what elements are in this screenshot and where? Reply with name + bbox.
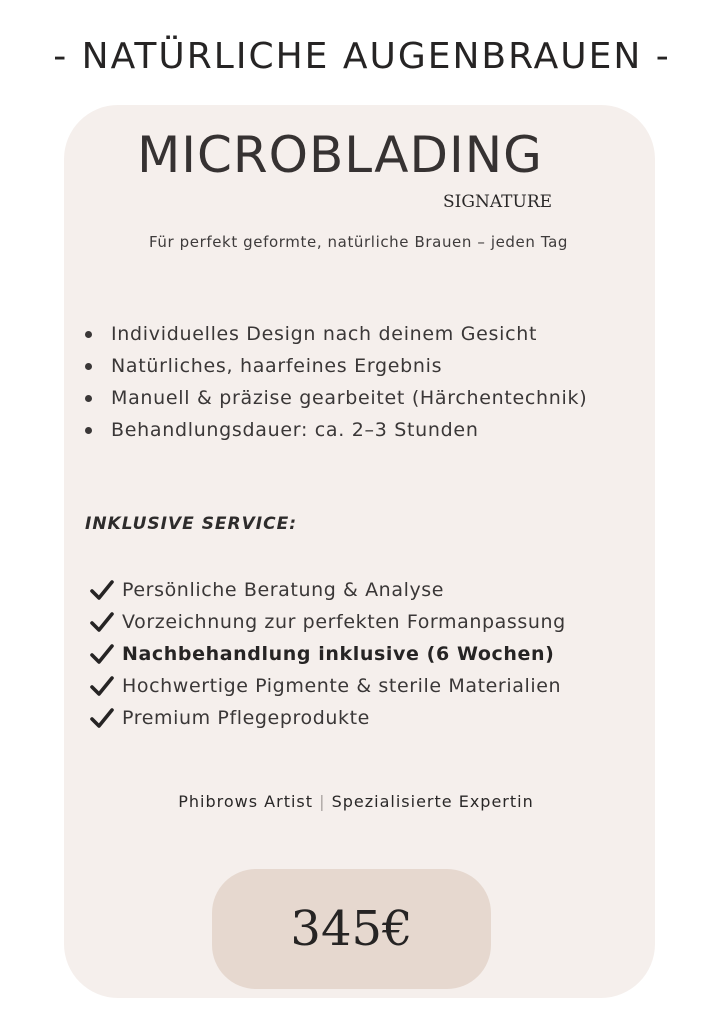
price-badge: [212, 869, 491, 989]
inclusion-text: Persönliche Beratung & Analyse: [122, 579, 445, 601]
service-tagline: Für perfekt geformte, natürliche Brauen – jeden Tag: [148, 233, 569, 251]
checkmark-icon: [89, 675, 115, 697]
checkmark-icon: [89, 707, 115, 729]
inclusion-text: Vorzeichnung zur perfekten Formanpassung: [122, 611, 566, 633]
checkmark-icon: [89, 611, 115, 633]
bullet-dot-icon: [85, 363, 92, 370]
inclusion-item: [89, 702, 566, 734]
artist-role: Spezialisierte Expertin: [331, 792, 534, 811]
price-value: 345€: [290, 901, 413, 957]
inclusion-item: [89, 606, 566, 638]
credit-separator: |: [319, 792, 326, 811]
inclusions-heading: INKLUSIVE SERVICE:: [85, 514, 298, 534]
artist-credit: [0, 792, 712, 811]
feature-item: [82, 414, 587, 446]
feature-text: Manuell & präzise gearbeitet (Härchentechnik): [111, 387, 588, 409]
feature-list: [82, 318, 587, 446]
inclusion-item: [89, 574, 566, 606]
page-title: - NATÜRLICHE AUGENBRAUEN -: [53, 36, 671, 77]
feature-item: [82, 350, 587, 382]
feature-text: Natürliches, haarfeines Ergebnis: [111, 355, 443, 377]
inclusion-item-highlight: [89, 638, 566, 670]
feature-text: Individuelles Design nach deinem Gesicht: [111, 323, 538, 345]
checkmark-icon: [89, 643, 115, 665]
feature-item: [82, 318, 587, 350]
inclusion-item: [89, 670, 566, 702]
inclusion-text: Premium Pflegeprodukte: [122, 707, 370, 729]
service-subtitle: SIGNATURE: [443, 192, 553, 212]
feature-item: [82, 382, 587, 414]
checkmark-icon: [89, 579, 115, 601]
inclusions-list: [89, 574, 566, 734]
inclusion-text: Nachbehandlung inklusive (6 Wochen): [122, 643, 555, 665]
feature-text: Behandlungsdauer: ca. 2–3 Stunden: [111, 419, 479, 441]
bullet-dot-icon: [85, 395, 92, 402]
bullet-dot-icon: [85, 331, 92, 338]
service-name: MICROBLADING: [137, 126, 543, 184]
bullet-dot-icon: [85, 427, 92, 434]
inclusion-text: Hochwertige Pigmente & sterile Materialien: [122, 675, 562, 697]
artist-name: Phibrows Artist: [178, 792, 314, 811]
